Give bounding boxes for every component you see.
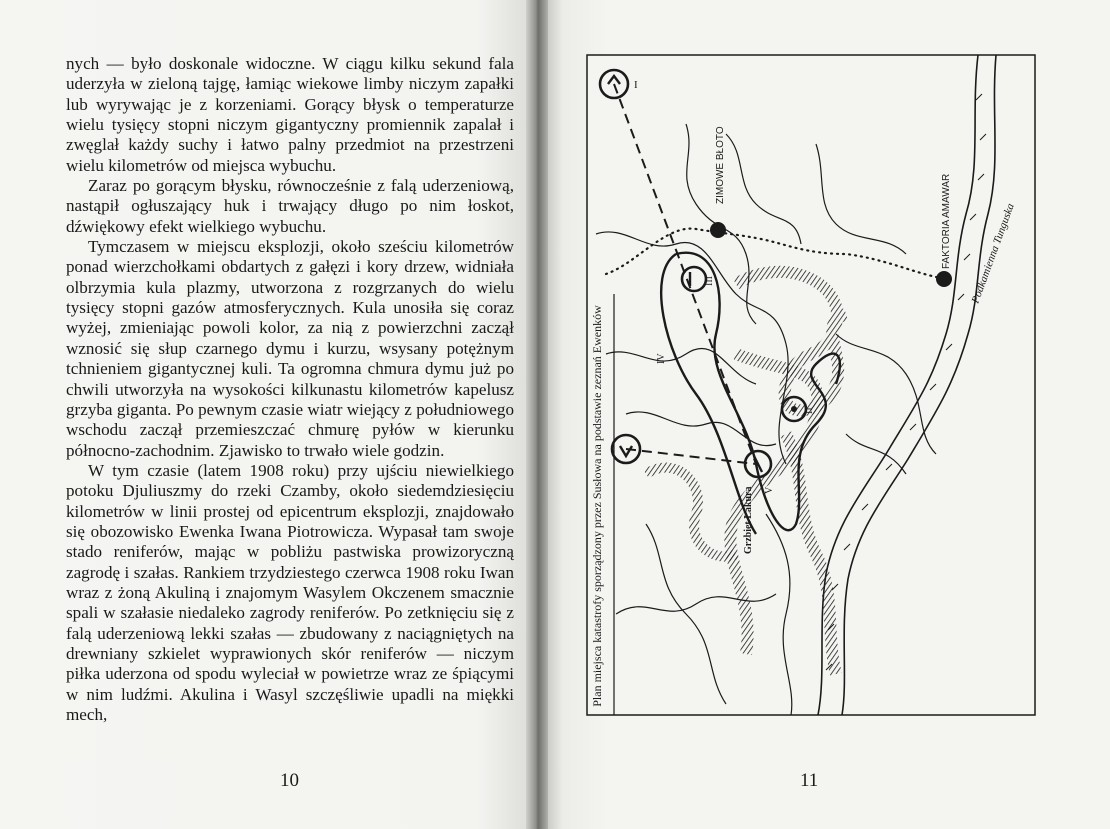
label-roman-i: I [634, 79, 638, 91]
paragraph-1: nych — było doskonale widoczne. W ciągu kilku sekund fala uderzyła w zieloną tajgę, łamiąc wiekowe limby niczym zapałki lub wyrywając je z korzeniami. Gorący błysk o temperaturze wielu tysięcy stopni niczym gigantyczny promiennik zapalał i zwęglał każdy suchy i łatwo palny przedmiot na przestrzeni wielu kilometrów od miejsca wybuchu. [66, 54, 514, 175]
paragraph-2: Zaraz po gorącym błysku, równocześnie z falą uderzeniową, nastąpił ogłuszający huk i trwający długo po nim łoskot, dźwiękowy efekt wielkiego wybuchu. [66, 176, 514, 236]
label-zimowe-bloto: ZIMOWE BŁOTO [715, 126, 726, 204]
label-faktoria: FAKTORIA AMAWAR [941, 173, 952, 269]
label-roman-ii: II [804, 407, 815, 414]
label-roman-v: V [764, 486, 775, 494]
label-river: Podkamienna Tunguska [969, 201, 1017, 306]
point-faktoria [936, 271, 952, 287]
label-ridge: Grzbiet Lakura [743, 486, 754, 554]
paragraph-3: Tymczasem w miejscu eksplozji, około sześciu kilometrów ponad wierzchołkami obdartych z gałęzi i kory drzew, widniała olbrzymia kula plazmy, utworzona z rozgrzanych do wielu tysięcy stopni gazów atmosferycznych. Kula unosiła się coraz wyżej, zmieniając powoli kolor, za nią z powierzchni zaczął wznosić się słup czarnego dymu i kurzu, wsysany potężnym tchnieniem gigantycznej kuli. Ta ogromna chmura dymu już po chwili utworzyła na wysokości kilkunastu kilometrów kapelusz grzyba giganta. Po pewnym czasie wiatr wiejący z południowego wschodu zaczął przemieszczać chmurę pyłów w kierunku północno-zachodnim. Zjawisko to trwało wiele godzin. [66, 237, 514, 460]
label-roman-iii: III [704, 276, 715, 286]
book-gutter [526, 0, 548, 829]
paragraph-4: W tym czasie (latem 1908 roku) przy ujściu niewielkiego potoku Djuliuszmy do rzeki Czamby, około siedemdziesięciu kilometrów w linii prostej od epicentrum eksplozji, znajdowało się obozowisko Ewenka Iwana Piotrowicza. Wypasał tam swoje stado reniferów, mając w pobliżu pastwiska prowizoryczną zagrodę i szałas. Rankiem trzydziestego czerwca 1908 roku Iwan wraz z żoną Akuliną i znajomym Wasylem Okczenem smacznie spali w szałasie niedaleko zagrody reniferów. Po zetknięciu się z falą uderzeniową lekki szałas — zbudowany z naciągniętych na drewniany szkielet wyprawionych skór reniferów — niczym piłka uderzona od spodu wyleciał w powietrze wraz ze śpiącymi w nim ludźmi. Akulina i Wasyl szczęśliwie upadli na miękki mech, [66, 460, 514, 724]
map-figure [586, 54, 1046, 717]
label-roman-iv: IV [656, 353, 667, 364]
page-number-right: 11 [800, 770, 819, 791]
map-drawing [586, 54, 1046, 717]
body-text [66, 54, 514, 725]
point-zimowe-bloto [710, 222, 726, 238]
map-caption: Plan miejsca katastrofy sporządzony przez Susłowa na podstawie zeznań Ewenków [590, 305, 604, 707]
page-number-left: 10 [280, 770, 299, 791]
left-page [0, 0, 532, 829]
